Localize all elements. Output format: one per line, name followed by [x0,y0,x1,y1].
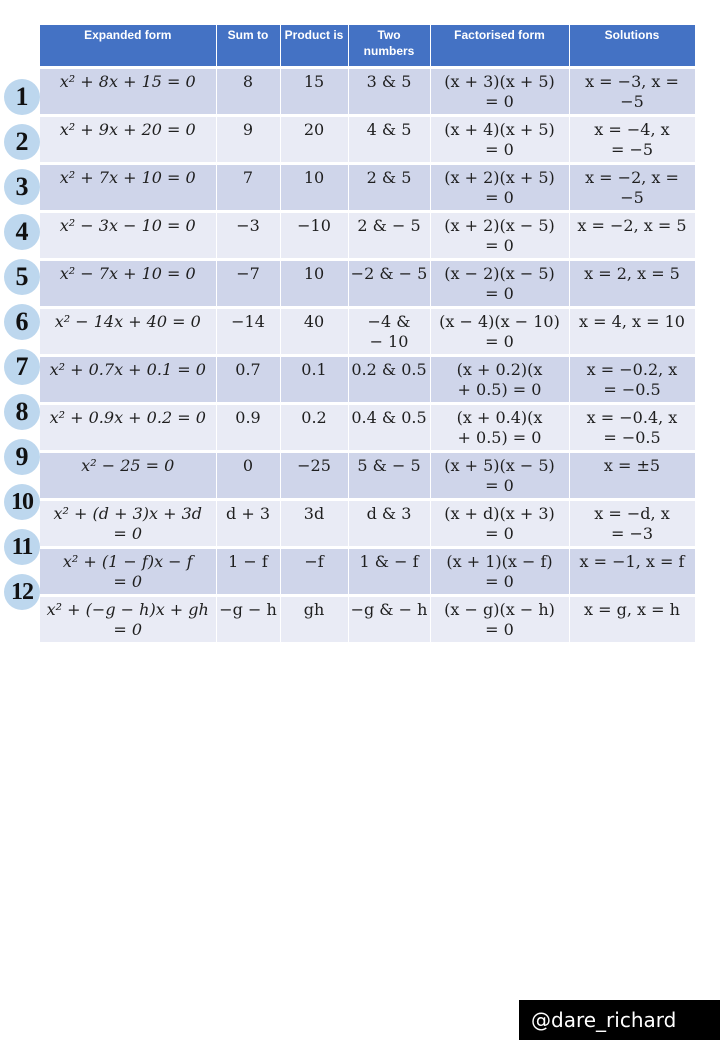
product-cell: 40 [280,308,348,356]
table-row [40,68,695,116]
table-row [40,308,695,356]
sum-cell: d + 3 [216,500,280,548]
two-numbers-cell: 4 & 5 [348,116,430,164]
product-cell: −10 [280,212,348,260]
two-numbers-cell: −2 & − 5 [348,260,430,308]
header-sum-to: Sum to [216,25,280,68]
solutions-cell: x = −0.4, x = −0.5 [569,404,695,452]
row-number-badge: 8 [4,394,40,430]
table-row [40,212,695,260]
solutions-cell: x = 4, x = 10 [569,308,695,356]
row-number-badge: 2 [4,124,40,160]
solutions-cell: x = −3, x = −5 [569,68,695,116]
two-numbers-cell: 5 & − 5 [348,452,430,500]
sum-cell: −3 [216,212,280,260]
expanded-form-cell: x² + 0.9x + 0.2 = 0 [40,404,216,452]
expanded-form-cell: x² − 3x − 10 = 0 [40,212,216,260]
two-numbers-cell: 0.4 & 0.5 [348,404,430,452]
table-row [40,356,695,404]
product-cell: 3d [280,500,348,548]
two-numbers-cell: d & 3 [348,500,430,548]
product-cell: 10 [280,260,348,308]
row-number-badge: 3 [4,169,40,205]
row-number-badge: 10 [4,484,40,520]
product-cell: 0.2 [280,404,348,452]
row-number-badge: 6 [4,304,40,340]
row-number-badge: 11 [4,529,40,565]
header-two-numbers: Two numbers [348,25,430,68]
row-number-badge: 7 [4,349,40,385]
table-row [40,500,695,548]
row-number-badge: 4 [4,214,40,250]
product-cell: 10 [280,164,348,212]
solutions-cell: x = −d, x = −3 [569,500,695,548]
product-cell: −25 [280,452,348,500]
expanded-form-cell: x² + 9x + 20 = 0 [40,116,216,164]
product-cell: 0.1 [280,356,348,404]
quadratic-table [40,25,696,645]
sum-cell: 0.9 [216,404,280,452]
product-cell: −f [280,548,348,596]
solutions-cell: x = −0.2, x = −0.5 [569,356,695,404]
row-number-badge: 9 [4,439,40,475]
two-numbers-cell: 0.2 & 0.5 [348,356,430,404]
row-number-badge: 12 [4,574,40,610]
two-numbers-cell: 3 & 5 [348,68,430,116]
factorised-cell: (x + 4)(x + 5) = 0 [430,116,569,164]
solutions-cell: x = g, x = h [569,596,695,644]
expanded-form-cell: x² + 7x + 10 = 0 [40,164,216,212]
row-number-badge: 5 [4,259,40,295]
product-cell: 20 [280,116,348,164]
sum-cell: 1 − f [216,548,280,596]
header-solutions: Solutions [569,25,695,68]
table-row [40,596,695,644]
sum-cell: −g − h [216,596,280,644]
header-row [40,25,695,68]
two-numbers-cell: 2 & − 5 [348,212,430,260]
header-factorised-form: Factorised form [430,25,569,68]
solutions-cell: x = ±5 [569,452,695,500]
table-row [40,548,695,596]
factorised-cell: (x − g)(x − h) = 0 [430,596,569,644]
two-numbers-cell: 1 & − f [348,548,430,596]
expanded-form-cell: x² + (d + 3)x + 3d = 0 [40,500,216,548]
expanded-form-cell: x² + (−g − h)x + gh = 0 [40,596,216,644]
table-row [40,404,695,452]
header-product-is: Product is [280,25,348,68]
watermark: @dare_richard [519,1000,720,1040]
sum-cell: 9 [216,116,280,164]
factorised-cell: (x − 4)(x − 10) = 0 [430,308,569,356]
sum-cell: 0.7 [216,356,280,404]
solutions-cell: x = 2, x = 5 [569,260,695,308]
sum-cell: 0 [216,452,280,500]
factorised-cell: (x + 2)(x − 5) = 0 [430,212,569,260]
header-expanded-form: Expanded form [40,25,216,68]
solutions-cell: x = −2, x = 5 [569,212,695,260]
solutions-cell: x = −2, x = −5 [569,164,695,212]
factorised-cell: (x − 2)(x − 5) = 0 [430,260,569,308]
expanded-form-cell: x² − 14x + 40 = 0 [40,308,216,356]
table-row [40,164,695,212]
product-cell: gh [280,596,348,644]
factorised-cell: (x + 2)(x + 5) = 0 [430,164,569,212]
sum-cell: 7 [216,164,280,212]
expanded-form-cell: x² − 7x + 10 = 0 [40,260,216,308]
sum-cell: −14 [216,308,280,356]
sum-cell: −7 [216,260,280,308]
factorised-cell: (x + d)(x + 3) = 0 [430,500,569,548]
factorised-cell: (x + 0.4)(x + 0.5) = 0 [430,404,569,452]
factorised-cell: (x + 3)(x + 5) = 0 [430,68,569,116]
two-numbers-cell: 2 & 5 [348,164,430,212]
two-numbers-cell: −4 & − 10 [348,308,430,356]
factorised-cell: (x + 1)(x − f) = 0 [430,548,569,596]
table-row [40,452,695,500]
factorised-cell: (x + 0.2)(x + 0.5) = 0 [430,356,569,404]
product-cell: 15 [280,68,348,116]
expanded-form-cell: x² + 0.7x + 0.1 = 0 [40,356,216,404]
solutions-cell: x = −1, x = f [569,548,695,596]
expanded-form-cell: x² + 8x + 15 = 0 [40,68,216,116]
sum-cell: 8 [216,68,280,116]
expanded-form-cell: x² − 25 = 0 [40,452,216,500]
solutions-cell: x = −4, x = −5 [569,116,695,164]
table-row [40,116,695,164]
table-row [40,260,695,308]
expanded-form-cell: x² + (1 − f)x − f = 0 [40,548,216,596]
factorised-cell: (x + 5)(x − 5) = 0 [430,452,569,500]
row-number-badge: 1 [4,79,40,115]
two-numbers-cell: −g & − h [348,596,430,644]
